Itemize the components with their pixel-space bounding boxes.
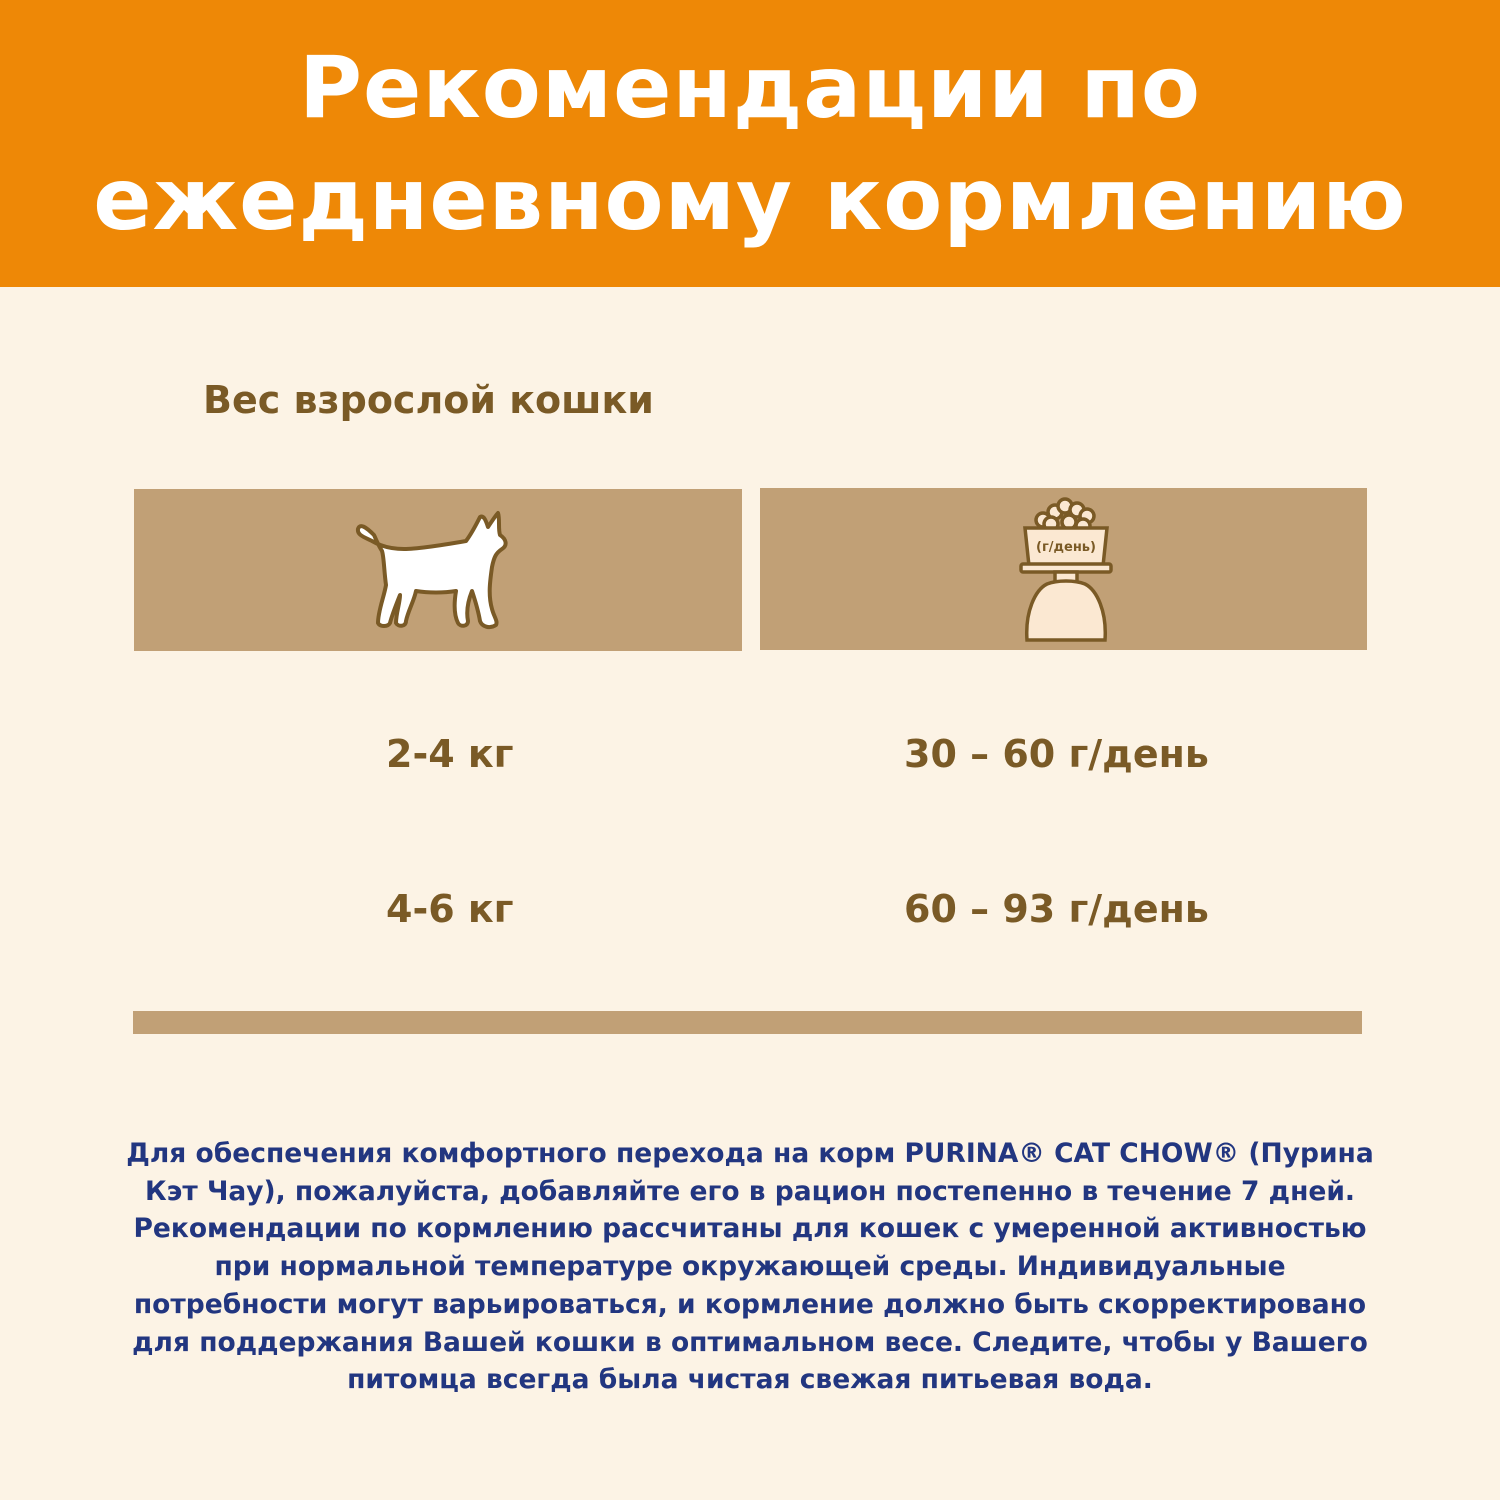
title-line-1: Рекомендации по: [298, 37, 1202, 138]
food-bowl-scale-icon: [999, 494, 1129, 644]
note-line-2: Кэт Чау), пожалуйста, добавляйте его в рацион постепенно в течение 7 дней.: [145, 1175, 1355, 1207]
note-line-6: для поддержания Вашей кошки в оптимальном весе. Следите, чтобы у Вашего: [132, 1326, 1368, 1358]
amount-icon-cell: [760, 488, 1367, 650]
column-heading-weight: Вес взрослой кошки: [203, 378, 654, 422]
weight-icon-cell: [134, 489, 742, 651]
row-2-amount: 60 – 93 г/день: [904, 887, 1209, 931]
cat-icon: [348, 505, 528, 635]
note-line-3: Рекомендации по кормлению рассчитаны для кошек с умеренной активностью: [133, 1213, 1367, 1245]
title-line-2: ежедневному кормлению: [93, 149, 1407, 250]
row-1-weight: 2-4 кг: [386, 732, 514, 776]
note-line-5: потребности могут варьироваться, и кормление должно быть скорректировано: [133, 1288, 1367, 1320]
note-line-1: Для обеспечения комфортного перехода на корм PURINA® CAT CHOW® (Пурина: [126, 1138, 1374, 1169]
note-line-7: питомца всегда была чистая свежая питьевая вода.: [347, 1364, 1153, 1396]
table-bottom-bar: [133, 1011, 1362, 1034]
note-line-4: при нормальной температуре окружающей среды. Индивидуальные: [214, 1251, 1286, 1283]
row-2-weight: 4-6 кг: [386, 887, 514, 931]
row-1-amount: 30 – 60 г/день: [904, 732, 1209, 776]
bowl-unit-label: (г/день): [1035, 540, 1096, 555]
feeding-note: [90, 1135, 1410, 1399]
header-banner: [0, 0, 1500, 287]
